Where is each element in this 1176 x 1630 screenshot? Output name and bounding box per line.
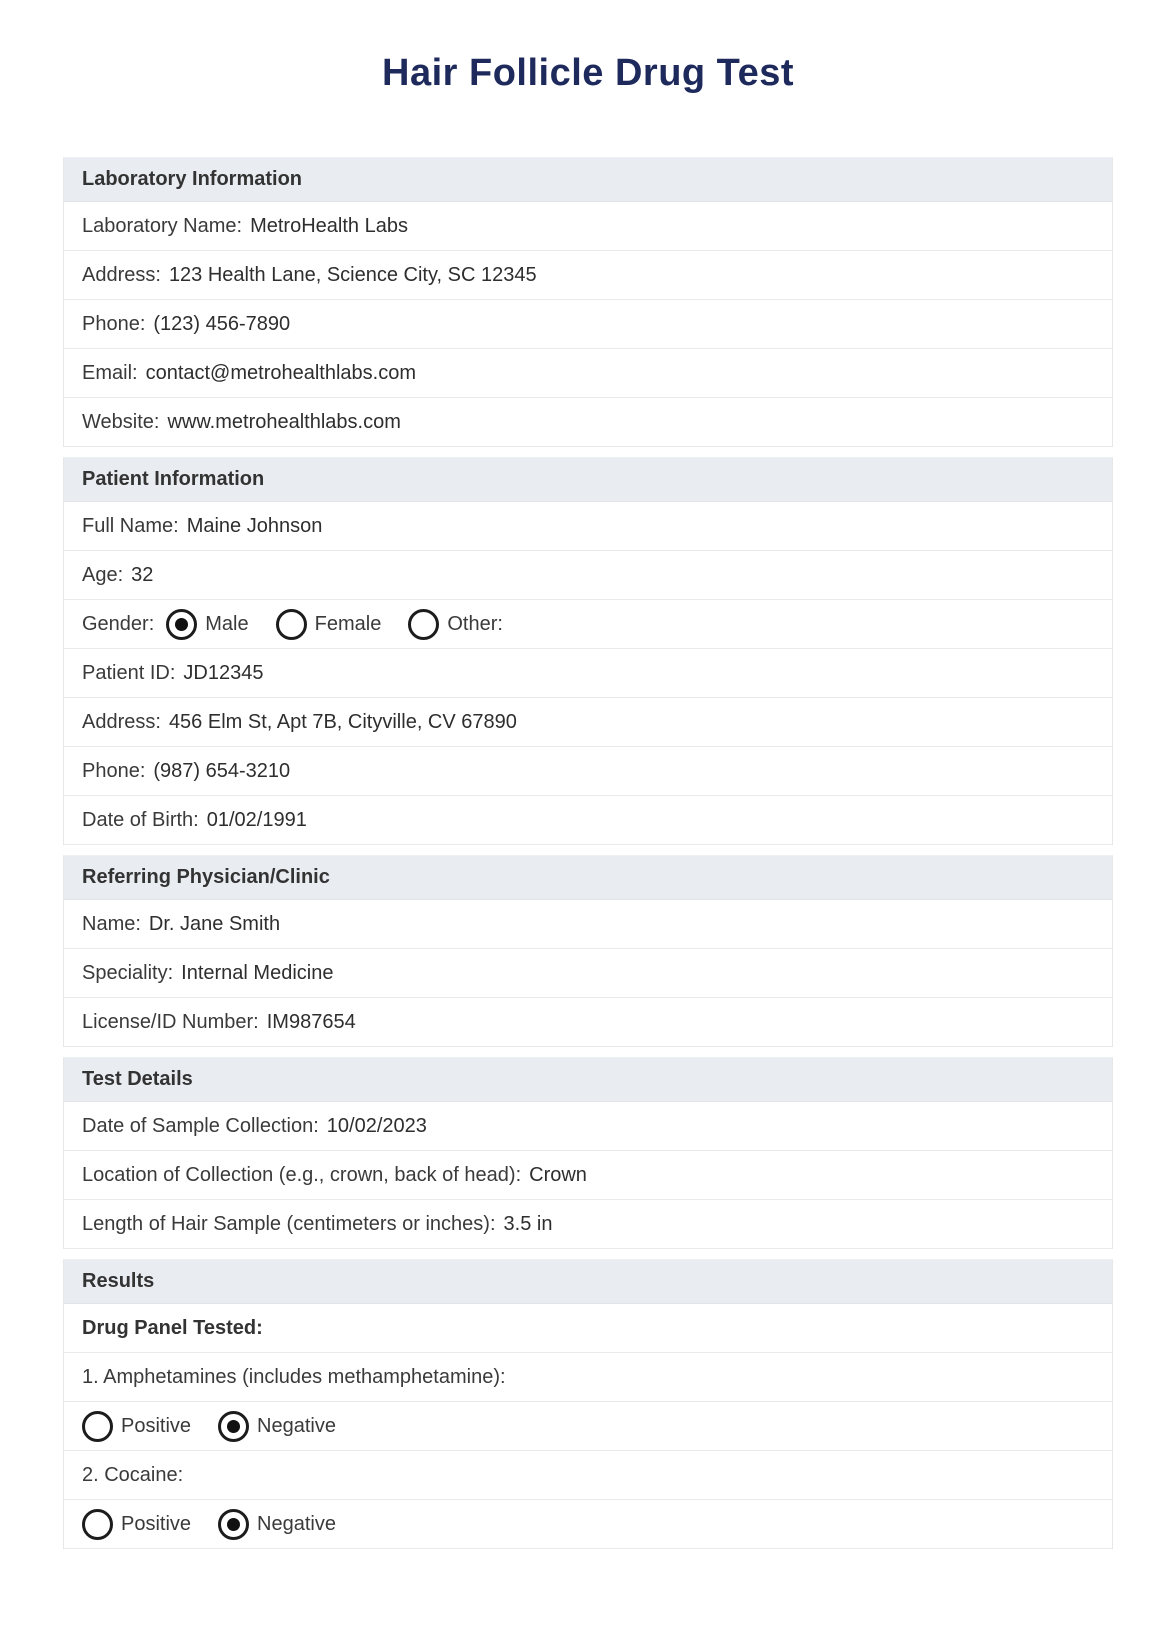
row-laboratory-website — [64, 398, 1112, 447]
row-patient-address — [64, 698, 1112, 747]
full-name-label: Full Name: — [82, 514, 179, 537]
gender-option-other[interactable] — [408, 609, 503, 640]
section-patient-information — [63, 457, 1113, 845]
amphetamines-result-option-negative[interactable] — [218, 1411, 336, 1442]
patient-address-label: Address: — [82, 710, 161, 733]
sample-collection-date-label: Date of Sample Collection: — [82, 1114, 319, 1137]
gender-option-label: Other: — [447, 612, 503, 635]
section-laboratory-information — [63, 157, 1113, 447]
laboratory-phone-label: Phone: — [82, 312, 146, 335]
drug-panel-tested-label: Drug Panel Tested: — [82, 1316, 263, 1339]
section-header-results: Results — [64, 1260, 1112, 1304]
radio-unselected-icon — [276, 609, 307, 640]
row-laboratory-name — [64, 202, 1112, 251]
radio-selected-icon — [218, 1509, 249, 1540]
row-amphetamines — [64, 1353, 1112, 1402]
cocaine-label: 2. Cocaine: — [82, 1463, 184, 1486]
sample-collection-date-value[interactable]: 10/02/2023 — [326, 1114, 427, 1137]
radio-selected-icon — [218, 1411, 249, 1442]
row-gender — [64, 600, 1112, 649]
patient-phone-label: Phone: — [82, 759, 146, 782]
cocaine-result-option-positive[interactable] — [82, 1509, 191, 1540]
age-label: Age: — [82, 563, 124, 586]
physician-name-label: Name: — [82, 912, 141, 935]
row-amphetamines-result — [64, 1402, 1112, 1451]
collection-location-label: Location of Collection (e.g., crown, back of head): — [82, 1163, 522, 1186]
amphetamines-result-option-label: Positive — [121, 1414, 192, 1437]
row-laboratory-address — [64, 251, 1112, 300]
section-header-patient-information: Patient Information — [64, 458, 1112, 502]
hair-sample-length-label: Length of Hair Sample (centimeters or inches): — [82, 1212, 496, 1235]
page-title: Hair Follicle Drug Test — [382, 52, 794, 94]
gender-option-label: Female — [314, 612, 382, 635]
laboratory-phone-value[interactable]: (123) 456-7890 — [153, 312, 291, 335]
amphetamines-result-option-label: Negative — [257, 1414, 336, 1437]
full-name-value[interactable]: Maine Johnson — [186, 514, 323, 537]
row-hair-sample-length — [64, 1200, 1112, 1249]
laboratory-address-value[interactable]: 123 Health Lane, Science City, SC 12345 — [168, 263, 537, 286]
physician-name-value[interactable]: Dr. Jane Smith — [148, 912, 281, 935]
drug-test-form — [63, 157, 1113, 1559]
row-collection-location — [64, 1151, 1112, 1200]
license-id-number-value[interactable]: IM987654 — [266, 1010, 356, 1033]
patient-phone-value[interactable]: (987) 654-3210 — [153, 759, 291, 782]
amphetamines-label: 1. Amphetamines (includes methamphetamine): — [82, 1365, 506, 1388]
date-of-birth-value[interactable]: 01/02/1991 — [206, 808, 307, 831]
section-header-referring-physician: Referring Physician/Clinic — [64, 856, 1112, 900]
gender-option-label: Male — [205, 612, 249, 635]
laboratory-email-value[interactable]: contact@metrohealthlabs.com — [145, 361, 417, 384]
gender-option-male[interactable] — [166, 609, 248, 640]
radio-unselected-icon — [82, 1411, 113, 1442]
row-patient-phone — [64, 747, 1112, 796]
row-speciality — [64, 949, 1112, 998]
section-header-test-details: Test Details — [64, 1058, 1112, 1102]
row-laboratory-phone — [64, 300, 1112, 349]
speciality-value[interactable]: Internal Medicine — [181, 961, 334, 984]
license-id-number-label: License/ID Number: — [82, 1010, 259, 1033]
row-cocaine-result — [64, 1500, 1112, 1549]
radio-selected-icon — [166, 609, 197, 640]
hair-sample-length-value[interactable]: 3.5 in — [503, 1212, 553, 1235]
cocaine-result-option-negative[interactable] — [218, 1509, 336, 1540]
row-patient-id — [64, 649, 1112, 698]
laboratory-address-label: Address: — [82, 263, 161, 286]
amphetamines-result-option-positive[interactable] — [82, 1411, 191, 1442]
section-results — [63, 1259, 1113, 1549]
radio-unselected-icon — [408, 609, 439, 640]
section-test-details — [63, 1057, 1113, 1249]
patient-id-value[interactable]: JD12345 — [183, 661, 264, 684]
speciality-label: Speciality: — [82, 961, 174, 984]
laboratory-email-label: Email: — [82, 361, 138, 384]
laboratory-website-label: Website: — [82, 410, 160, 433]
laboratory-website-value[interactable]: www.metrohealthlabs.com — [167, 410, 401, 433]
gender-option-female[interactable] — [276, 609, 382, 640]
row-laboratory-email — [64, 349, 1112, 398]
row-cocaine — [64, 1451, 1112, 1500]
date-of-birth-label: Date of Birth: — [82, 808, 199, 831]
section-header-laboratory-information: Laboratory Information — [64, 158, 1112, 202]
row-physician-name — [64, 900, 1112, 949]
row-license-id-number — [64, 998, 1112, 1047]
row-sample-collection-date — [64, 1102, 1112, 1151]
patient-id-label: Patient ID: — [82, 661, 176, 684]
radio-unselected-icon — [82, 1509, 113, 1540]
row-drug-panel-tested — [64, 1304, 1112, 1353]
laboratory-name-label: Laboratory Name: — [82, 214, 243, 237]
gender-label: Gender: — [82, 612, 155, 635]
patient-address-value[interactable]: 456 Elm St, Apt 7B, Cityville, CV 67890 — [168, 710, 517, 733]
laboratory-name-value[interactable]: MetroHealth Labs — [250, 214, 408, 237]
row-full-name — [64, 502, 1112, 551]
collection-location-value[interactable]: Crown — [529, 1163, 587, 1186]
row-date-of-birth — [64, 796, 1112, 845]
row-age — [64, 551, 1112, 600]
cocaine-result-option-label: Positive — [121, 1512, 192, 1535]
cocaine-result-option-label: Negative — [257, 1512, 336, 1535]
age-value[interactable]: 32 — [131, 563, 154, 586]
section-referring-physician — [63, 855, 1113, 1047]
